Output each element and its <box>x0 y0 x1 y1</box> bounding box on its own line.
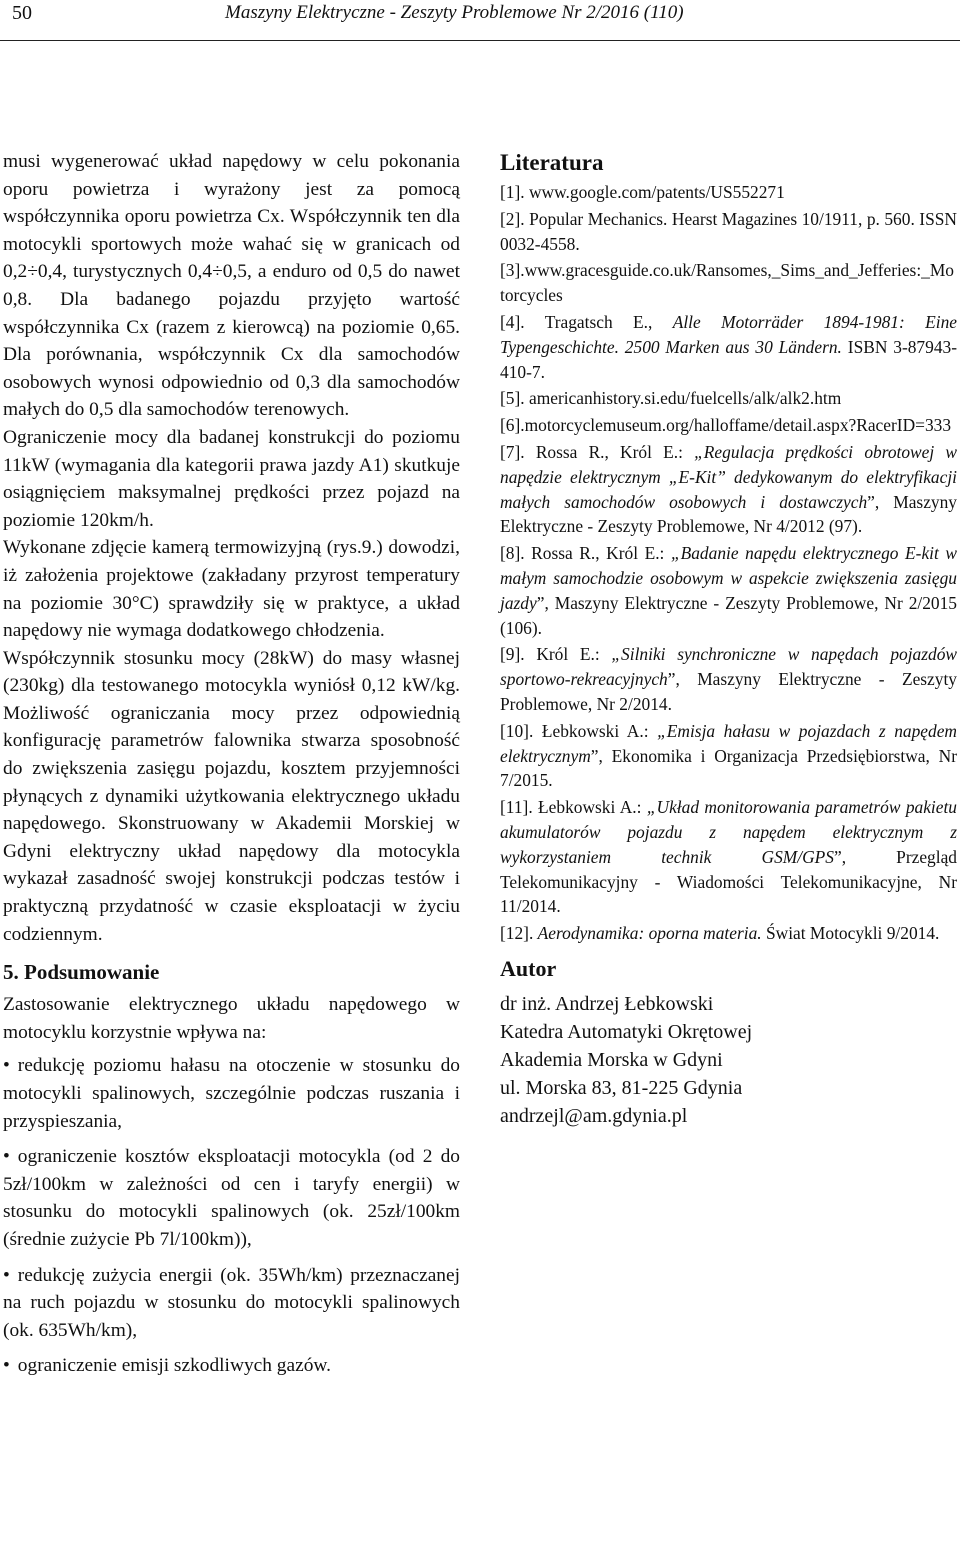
reference-item: [1]. www.google.com/patents/US552271 <box>500 182 785 202</box>
reference-item: [4]. Tragatsch E., Alle Motorräder 1894-1981: Eine Typengeschichte. 2500 Marken aus 30 Ländern. ISBN 3-87943-410-7. <box>500 311 958 382</box>
list-item: • ograniczenie kosztów eksploatacji motocykla (od 2 do 5zł/100km w zależności od cen i taryfy energii) w stosunku do motocykli spalinowych (ok. 25zł/100km (średnie zużycie Pb 7l/100km)), <box>3 1146 460 1250</box>
list-item: • redukcję poziomu hałasu na otoczenie w stosunku do motocykli spalinowych, szczególnie podczas ruszania i przyspieszania, <box>3 1055 460 1132</box>
paragraph-aerodynamics: musi wygenerować układ napędowy w celu pokonania oporu powietrza i wyrażony jest za pomocą współczynnika oporu powietrza Cx. Współczynnik ten dla motocykli sportowych może wahać się w granicach od 0,2÷0,4, turystycznych 0,4÷0,5, a enduro od 0,5 do nawet 0,8. Dla badanego pojazdu przyjęto wartość współczynnika Cx (razem z kierowcą) na poziomie 0,65. Dla porównania, współczynnik Cx dla samochodów osobowych wynosi odpowiednio od 0,3 dla samochodów małych do 0,5 dla samochodów terenowych. <box>3 151 460 421</box>
page-number: 50 <box>12 2 32 24</box>
left-column <box>3 148 460 1388</box>
reference-item: [7]. Rossa R., Król E.: „Regulacja prędkości obrotowej w napędzie elektrycznym „E-Kit” dedykowanym do elektryfikacji małych samochodów osobowych i dostawczych”, Maszyny Elektryczne - Zeszyty Problemowe, Nr 4/2012 (97). <box>500 441 957 537</box>
bullet-icon: • <box>3 1355 10 1377</box>
journal-title: Maszyny Elektryczne - Zeszyty Problemowe Nr 2/2016 (110) <box>225 2 684 23</box>
list-item: • ograniczenie emisji szkodliwych gazów. <box>3 1355 331 1377</box>
author-institution: Akademia Morska w Gdyni <box>500 1048 723 1071</box>
summary-intro: Zastosowanie elektrycznego układu napędowego w motocyklu korzystnie wpływa na: <box>3 994 460 1043</box>
author-block <box>500 990 957 1130</box>
page-header <box>0 0 960 41</box>
paragraph-thermal: Wykonane zdjęcie kamerą termowizyjną (rys.9.) dowodzi, iż założenia projektowe (zakładany przyrost temperatury na poziomie 30°C) sprawdziły się w praktyce, a układ napędowy nie wymaga dodatkowego chłodzenia. <box>3 537 460 642</box>
paragraph-power-limit: Ograniczenie mocy dla badanej konstrukcji do poziomu 11kW (wymagania dla kategorii prawa jazdy A1) skutkuje osiągnięciem maksymalnej prędkości przez pojazd na poziomie 120km/h. <box>3 426 460 531</box>
list-item: • redukcję zużycia energii (ok. 35Wh/km) przeznaczanej na ruch pojazdu w stosunku do motocykli spalinowych (ok. 635Wh/km), <box>3 1264 460 1341</box>
author-name: dr inż. Andrzej Łebkowski <box>500 992 714 1015</box>
bullet-icon: • <box>3 1146 10 1168</box>
reference-item: [5]. americanhistory.si.edu/fuelcells/alk/alk2.htm <box>500 388 842 409</box>
section-title-summary: 5. Podsumowanie <box>3 960 160 985</box>
author-address: ul. Morska 83, 81-225 Gdynia <box>500 1076 743 1099</box>
reference-item: [2]. Popular Mechanics. Hearst Magazines 10/1911, p. 560. ISSN 0032-4558. <box>500 208 957 254</box>
author-department: Katedra Automatyki Okrętowej <box>500 1020 753 1043</box>
right-column <box>500 150 957 1130</box>
reference-item: [8]. Rossa R., Król E.: „Badanie napędu elektrycznego E-kit w małym samochodzie osobowym w aspekcie zwiększenia zasięgu jazdy”, Maszyny Elektryczne - Zeszyty Problemowe, Nr 2/2015 (106). <box>500 543 957 638</box>
bullet-icon: • <box>3 1264 10 1286</box>
reference-item: [3].www.gracesguide.co.uk/Ransomes,_Sims_and_Jefferies:_Motorcycles <box>500 260 954 306</box>
reference-item: [10]. Łebkowski A.: „Emisja hałasu w pojazdach z napędem elektrycznym”, Ekonomika i Organizacja Przedsiębiorstwa, Nr 7/2015. <box>500 720 957 791</box>
reference-item: [11]. Łebkowski A.: „Układ monitorowania parametrów pakietu akumulatorów pojazdu z napędem elektrycznym z wykorzystaniem technik GSM/GPS”, Przegląd Telekomunikacyjny - Wiadomości Telekomunikacyjne, Nr 11/2014. <box>500 797 957 917</box>
reference-item: [6].motorcyclemuseum.org/halloffame/detail.aspx?RacerID=333 <box>500 415 952 436</box>
paragraph-power-ratio: Współczynnik stosunku mocy (28kW) do masy własnej (230kg) dla testowanego motocykla wyniósł 0,12 kW/kg. Możliwość ograniczania mocy przez odpowiednią konfigurację parametrów falownika stwarza sposobność do zwiększenia zasięgu pojazdu, kosztem przyjemności płynących z dynamiki użytkowania elektrycznego układu napędowego. Skonstruowany w Akademii Morskiej w Gdyni elektryczny układ napędowy dla motocykla wykazał zasadność swojej konstrukcji podczas testów i praktyczną przydatność w czasie eksploatacji w życiu codziennym. <box>3 647 460 945</box>
reference-list <box>500 180 957 946</box>
summary-bullet-list <box>3 1052 460 1380</box>
reference-item: [9]. Król E.: „Silniki synchroniczne w napędach pojazdów sportowo-rekreacyjnych”, Maszyny Elektryczne - Zeszyty Problemowe, Nr 2/2014. <box>500 644 957 714</box>
author-email: andrzejl@am.gdynia.pl <box>500 1104 688 1127</box>
bullet-icon: • <box>3 1055 10 1077</box>
author-title: Autor <box>500 955 557 981</box>
reference-item: [12]. Aerodynamika: oporna materia. Świat Motocykli 9/2014. <box>500 923 940 944</box>
references-title: Literatura <box>500 150 604 175</box>
